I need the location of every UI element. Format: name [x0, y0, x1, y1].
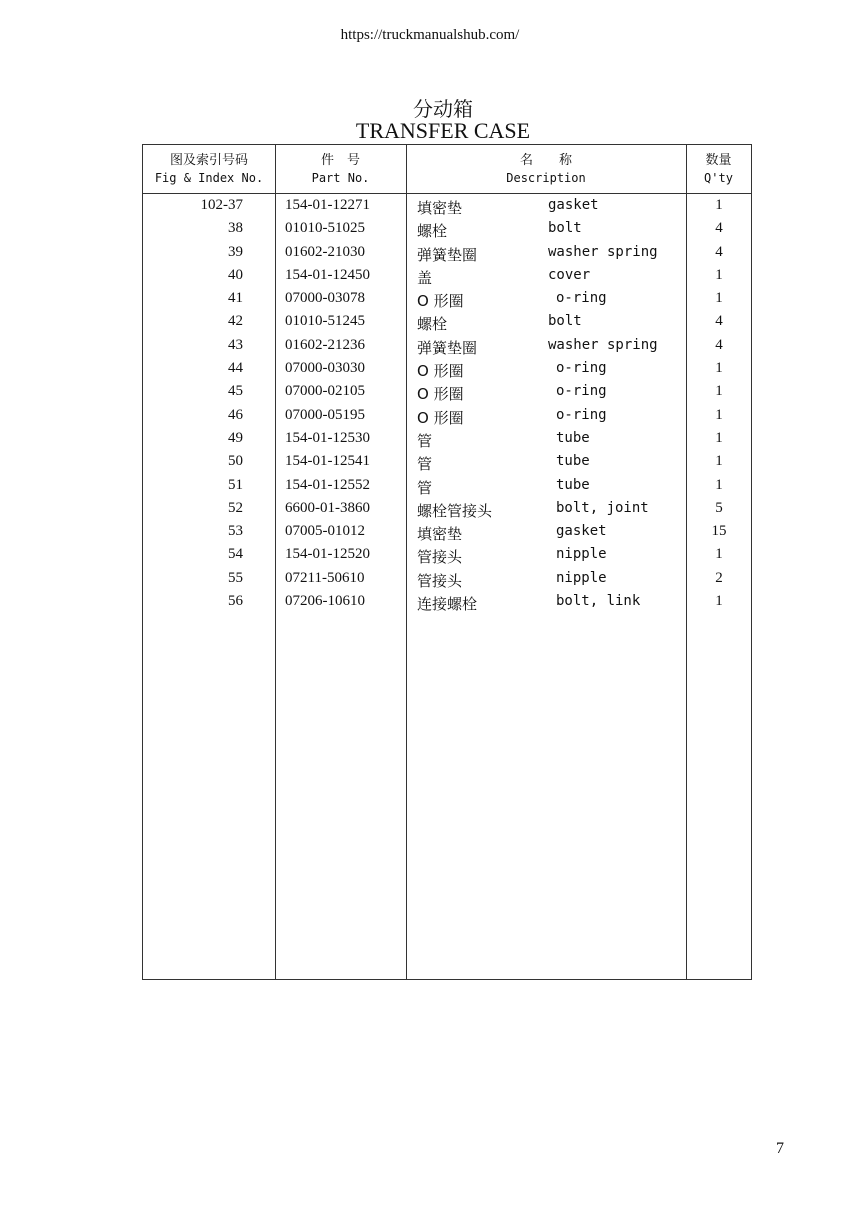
description-en-cell: bolt, link: [556, 593, 641, 610]
index-cell: 40: [228, 266, 243, 283]
description-cn-cell: 连接螺栓: [417, 595, 478, 614]
header-index-en: Fig & Index No.: [154, 171, 264, 185]
header-quantity-cn: 数量: [705, 153, 732, 168]
index-cell: 39: [228, 243, 243, 260]
quantity-cell: 1: [715, 197, 723, 213]
quantity-cell: 4: [715, 220, 723, 237]
part-number-cell: 07211-50610: [285, 569, 365, 586]
table-row: [143, 405, 751, 428]
description-cn-cell: 管: [417, 455, 433, 474]
description-cn-cell: 管接头: [417, 571, 463, 590]
header-quantity-en: Q'ty: [704, 171, 733, 185]
description-en-cell: washer spring: [548, 336, 658, 353]
description-cn-cell: O 形圈: [417, 385, 464, 404]
quantity-cell: 4: [715, 243, 723, 260]
table-row: [143, 265, 751, 288]
description-cn-cell: 管接头: [417, 548, 463, 567]
description-en-cell: o-ring: [556, 406, 607, 423]
description-cn-cell: O 形圈: [417, 408, 464, 427]
table-row: [143, 591, 751, 614]
description-cn-cell: O 形圈: [417, 292, 464, 311]
table-row: [143, 218, 751, 241]
header-index: [143, 145, 275, 193]
index-cell: 51: [228, 476, 243, 493]
description-cn-cell: 螺栓管接头: [417, 501, 493, 520]
title-english: TRANSFER CASE: [355, 118, 531, 143]
quantity-cell: 1: [715, 266, 723, 283]
parts-table: [142, 144, 752, 980]
header-description-en: Description: [506, 171, 586, 185]
index-cell: 43: [228, 336, 243, 353]
table-row: [143, 242, 751, 265]
description-en-cell: bolt: [548, 313, 582, 330]
header-part-en: Part No.: [311, 171, 370, 185]
description-cn-cell: 填密垫: [417, 525, 463, 544]
part-number-cell: 01602-21030: [285, 243, 365, 260]
description-cn-cell: 管: [417, 478, 433, 497]
quantity-cell: 1: [715, 476, 723, 493]
table-row: [143, 521, 751, 544]
header-part: [275, 145, 406, 193]
index-cell: 50: [228, 453, 243, 470]
quantity-cell: 1: [715, 546, 723, 563]
table-row: [143, 428, 751, 451]
description-cn-cell: 螺栓: [417, 315, 448, 334]
header-description: [406, 145, 686, 193]
table-row: [143, 195, 751, 218]
header-index-cn: 图及索引号码: [169, 153, 248, 168]
quantity-cell: 1: [715, 453, 723, 470]
table-row: [143, 311, 751, 334]
description-en-cell: bolt: [548, 220, 582, 237]
source-url[interactable]: https://truckmanualshub.com/: [340, 27, 520, 43]
quantity-cell: 1: [715, 290, 723, 307]
quantity-cell: 2: [715, 569, 723, 586]
quantity-cell: 1: [715, 429, 723, 446]
index-cell: 54: [228, 546, 243, 563]
description-cn-cell: 盖: [417, 268, 433, 287]
part-number-cell: 154-01-12530: [285, 429, 370, 446]
description-cn-cell: 填密垫: [417, 199, 463, 217]
part-number-cell: 07000-05195: [285, 406, 365, 423]
table-row: [143, 475, 751, 498]
part-number-cell: 07000-02105: [285, 383, 365, 400]
description-en-cell: tube: [556, 476, 590, 493]
quantity-cell: 5: [715, 499, 723, 516]
index-cell: 41: [228, 290, 243, 307]
part-number-cell: 154-01-12450: [285, 266, 370, 283]
part-number-cell: 01602-21236: [285, 336, 365, 353]
description-en-cell: o-ring: [556, 383, 607, 400]
table-row: [143, 358, 751, 381]
part-number-cell: 154-01-12520: [285, 546, 370, 563]
index-cell: 102-37: [200, 197, 243, 213]
part-number-cell: 6600-01-3860: [285, 499, 370, 516]
part-number-cell: 154-01-12552: [285, 476, 370, 493]
header-divider: [143, 193, 751, 194]
quantity-cell: 4: [715, 313, 723, 330]
table-body: [143, 195, 751, 614]
index-cell: 45: [228, 383, 243, 400]
quantity-cell: 1: [715, 383, 723, 400]
description-en-cell: cover: [548, 266, 591, 283]
part-number-cell: 07000-03030: [285, 360, 365, 377]
table-row: [143, 335, 751, 358]
description-en-cell: bolt, joint: [556, 499, 649, 516]
description-en-cell: gasket: [556, 523, 607, 540]
index-cell: 38: [228, 220, 243, 237]
quantity-cell: 4: [715, 336, 723, 353]
index-cell: 44: [228, 360, 243, 377]
part-number-cell: 154-01-12541: [285, 453, 370, 470]
description-en-cell: o-ring: [556, 290, 607, 307]
table-row: [143, 544, 751, 567]
part-number-cell: 07206-10610: [285, 593, 365, 610]
description-cn-cell: 管: [417, 431, 433, 450]
quantity-cell: 1: [715, 360, 723, 377]
title-chinese: 分动箱: [413, 97, 473, 121]
description-cn-cell: 弹簧垫圈: [417, 338, 478, 357]
description-en-cell: nipple: [556, 546, 607, 563]
table-row: [143, 498, 751, 521]
table-row: [143, 381, 751, 404]
part-number-cell: 07005-01012: [285, 523, 365, 540]
description-cn-cell: O 形圈: [417, 362, 464, 381]
index-cell: 56: [228, 593, 243, 610]
index-cell: 55: [228, 569, 243, 586]
description-en-cell: o-ring: [556, 360, 607, 377]
part-number-cell: 154-01-12271: [285, 197, 370, 213]
description-en-cell: washer spring: [548, 243, 658, 260]
description-cn-cell: 螺栓: [417, 222, 448, 241]
quantity-cell: 1: [715, 406, 723, 423]
quantity-cell: 15: [711, 523, 727, 540]
quantity-cell: 1: [715, 593, 723, 610]
index-cell: 46: [228, 406, 243, 423]
header-description-cn: 名 称: [519, 153, 572, 168]
page-number: 7: [776, 1140, 784, 1157]
part-number-cell: 07000-03078: [285, 290, 365, 307]
description-en-cell: nipple: [556, 569, 607, 586]
description-cn-cell: 弹簧垫圈: [417, 245, 478, 264]
part-number-cell: 01010-51245: [285, 313, 365, 330]
index-cell: 53: [228, 523, 243, 540]
table-row: [143, 288, 751, 311]
index-cell: 49: [228, 429, 243, 446]
index-cell: 52: [228, 499, 243, 516]
table-row: [143, 568, 751, 591]
header-quantity: [686, 145, 751, 193]
description-en-cell: tube: [556, 429, 590, 446]
header-part-cn: 件 号: [320, 153, 360, 168]
index-cell: 42: [228, 313, 243, 330]
part-number-cell: 01010-51025: [285, 220, 365, 237]
description-en-cell: gasket: [548, 197, 599, 213]
description-en-cell: tube: [556, 453, 590, 470]
table-row: [143, 451, 751, 474]
